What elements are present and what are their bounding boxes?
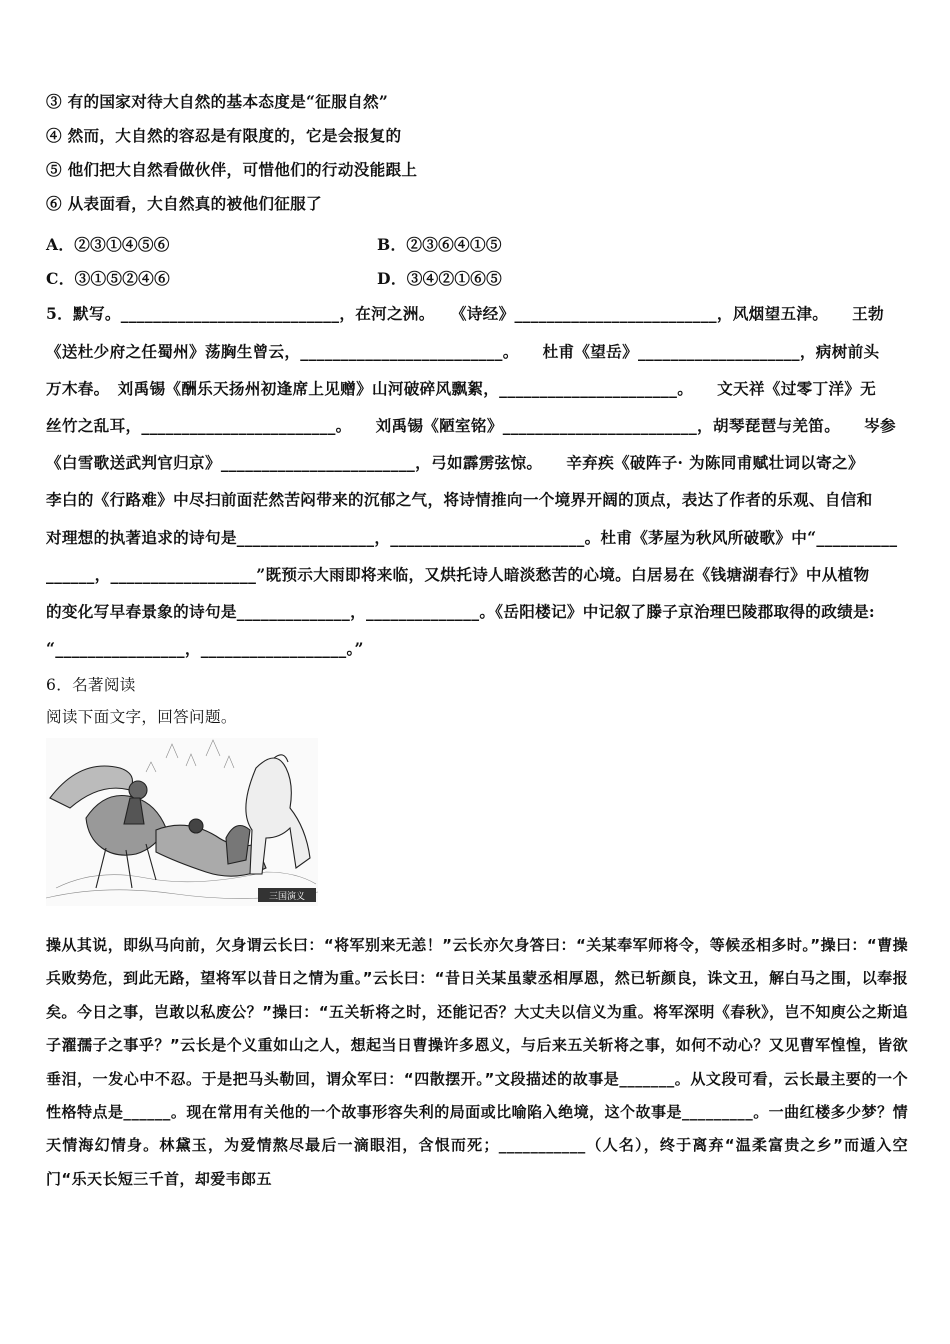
item-5: ⑤ 他们把大自然看做伙伴，可惜他们的行动没能跟上 xyxy=(46,160,418,179)
item-6: ⑥ 从表面看，大自然真的被他们征服了 xyxy=(46,194,322,213)
q5-line-1: 5．默写。___________________________，在河之洲。 《诗经》_________________________，风烟望五津。 王勃 xyxy=(46,304,884,323)
q5-line-10: “________________，__________________。” xyxy=(46,639,364,658)
q5-line-2: 《送杜少府之任蜀州》荡胸生曾云，_________________________。 杜甫《望岳》____________________，病树前头 xyxy=(46,342,880,361)
q6-questions-text: 文段描述的故事是_______。从文段可看，云长最主要的一个性格特点是______。现在常用有关他的一个故事形容失利的局面或比喻陷入绝境，这个故事是_________。一曲红楼多少梦？情天情海幻情身。林黛玉，为爱情熬尽最后一滴眼泪，含恨而死；___________（人名），终于离弃“温柔富贵之乡”而遁入空门“乐天长短三千首，却爱韦郎五 xyxy=(46,1069,908,1188)
q5-line-9: 的变化写早春景象的诗句是______________，______________。《岳阳楼记》中记叙了滕子京治理巴陵郡取得的政绩是: xyxy=(46,602,875,621)
illustration-caption: 三国演义 xyxy=(268,892,306,902)
q6-intro: 阅读下面文字，回答问题。 xyxy=(46,708,237,726)
option-b[interactable]: B．②③⑥④①⑤ xyxy=(377,235,502,254)
passage-text: 操从其说，即纵马向前，欠身谓云长曰：“将军别来无恙！”云长亦欠身答曰：“关某奉军师将令，等候丞相多时。”操曰：“曹操兵败势危，到此无路，望将军以昔日之情为重。”云长曰：“昔日关某虽蒙丞相厚恩，然已斩颜良，诛文丑，解白马之围，以奉报矣。今日之事，岂敢以私废公？”操曰：“五关斩将之时，还能记否？大丈夫以信义为重。将军深明《春秋》，岂不知庾公之斯追子濯孺子之事乎？”云长是个义重如山之人，想起当日曹操许多恩义，与后来五关斩将之事，如何不动心？又见曹军惶惶，皆欲垂泪，一发心中不忍。于是把马头勒回，谓众军曰：“四散摆开。” xyxy=(46,936,908,1088)
q5-line-4: 丝竹之乱耳，________________________。 刘禹锡《陋室铭》________________________，胡琴琵琶与羌笛。 岑参 xyxy=(46,416,896,435)
battle-illustration xyxy=(46,738,318,906)
options-row-1 xyxy=(46,235,906,255)
option-a[interactable]: A．②③①④⑤⑥ xyxy=(46,235,170,254)
item-4: ④ 然而，大自然的容忍是有限度的，它是会报复的 xyxy=(46,126,402,145)
option-c[interactable]: C．③①⑤②④⑥ xyxy=(46,269,170,288)
q5-line-3: 万木春。 刘禹锡《酬乐天扬州初逢席上见赠》山河破碎风飘絮，______________________。 文天祥《过零丁洋》无 xyxy=(46,379,877,398)
option-d[interactable]: D．③④②①⑥⑤ xyxy=(377,269,503,288)
q5-line-7: 对理想的执著追求的诗句是_________________，________________________。杜甫《茅屋为秋风所破歌》中“__________ xyxy=(46,528,898,547)
item-3: ③ 有的国家对待大自然的基本态度是“征服自然” xyxy=(46,92,389,111)
q5-line-6: 李白的《行路难》中尽扫前面茫然苦闷带来的沉郁之气，将诗情推向一个境界开阔的顶点，表达了作者的乐观、自信和 xyxy=(46,490,873,509)
q6-passage xyxy=(46,929,908,1196)
q6-title: 6．名著阅读 xyxy=(46,676,136,694)
q5-line-5: 《白雪歌送武判官归京》________________________，弓如霹雳弦惊。 辛弃疾《破阵子· 为陈同甫赋壮词以寄之》 xyxy=(46,453,864,472)
q5-line-8: ______，__________________”既预示大雨即将来临，又烘托诗人暗淡愁苦的心境。白居易在《钱塘湖春行》中从植物 xyxy=(46,565,870,584)
options-row-2 xyxy=(46,269,906,289)
